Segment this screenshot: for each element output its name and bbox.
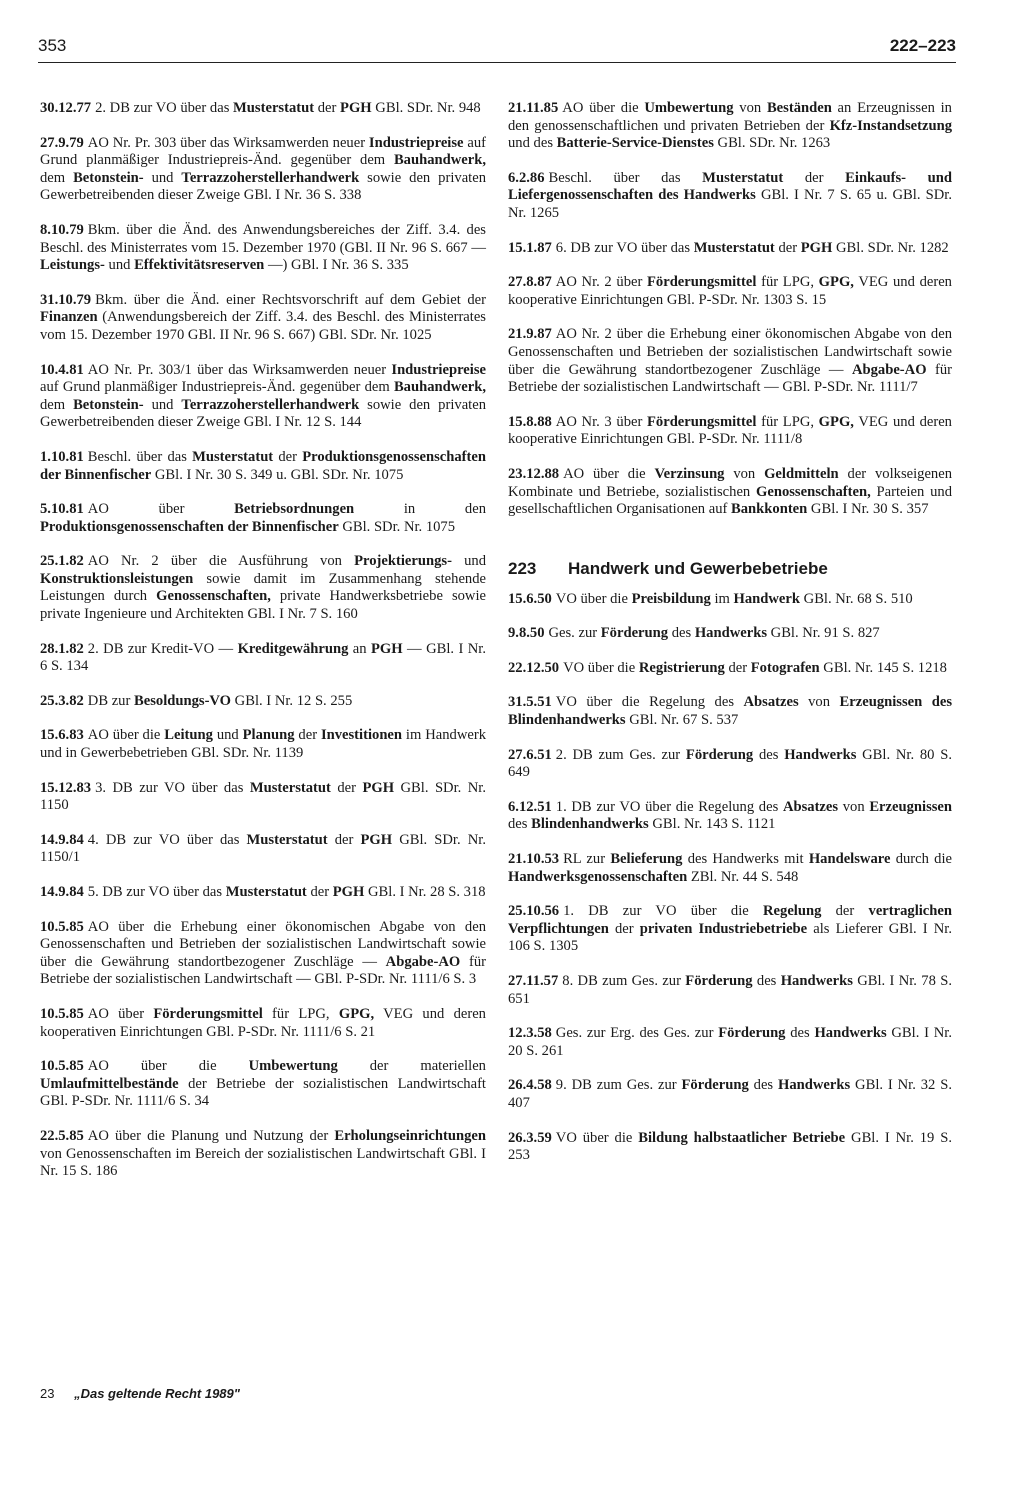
register-entry bbox=[40, 1128, 486, 1181]
entry-keyword: Kfz-Instandsetzung bbox=[829, 117, 952, 134]
entry-keyword: Bankkonten bbox=[731, 501, 808, 518]
entry-keyword: PGH bbox=[362, 779, 395, 796]
entry-keyword: Preisbildung bbox=[631, 590, 711, 607]
entry-text: — GBl. I Nr. 6 S. 134 bbox=[40, 640, 486, 675]
register-entry bbox=[40, 135, 486, 205]
entry-text: sowie damit im Zusammenhang stehende Leistungen durch bbox=[40, 570, 486, 605]
entry-text: private Handwerksbetriebe sowie private Ingenieure und Architekten GBl. I Nr. 7 S. 160 bbox=[40, 588, 486, 623]
register-entry bbox=[40, 727, 486, 762]
entry-keyword: Beständen bbox=[766, 100, 832, 116]
entry-text: für Betriebe der sozialistischen Landwirtschaft — GBl. P-SDr. Nr. 1111/6 S. 3 bbox=[40, 953, 486, 988]
entry-text: der materiellen bbox=[337, 1058, 486, 1075]
entry-text: GBl. SDr. Nr. 1075 bbox=[338, 518, 456, 535]
entry-text: der bbox=[774, 239, 801, 256]
entry-keyword: Effektivitätsreserven bbox=[134, 257, 265, 274]
entry-text: von Genossenschaften im Bereich der sozialistischen Landwirtschaft GBl. I Nr. 15 S. 186 bbox=[40, 1145, 486, 1180]
entry-text: GBl. I Nr. 32 S. 407 bbox=[508, 1077, 952, 1111]
entry-date: 15.1.87 bbox=[508, 239, 552, 256]
entry-text: AO über die bbox=[563, 465, 655, 482]
entry-keyword: Industriepreise bbox=[368, 134, 464, 151]
register-entry bbox=[40, 553, 486, 623]
entry-keyword: Verzinsung bbox=[654, 465, 725, 482]
entry-text: GBl. I Nr. 7 S. 65 u. GBl. SDr. Nr. 1265 bbox=[508, 187, 952, 221]
entry-keyword: Genossenschaften, bbox=[156, 588, 271, 605]
entry-list-left bbox=[40, 100, 486, 1181]
entry-text: DB zur bbox=[87, 692, 134, 709]
entry-keyword: Handelsware bbox=[808, 851, 891, 868]
entry-keyword: Musterstatut bbox=[702, 169, 784, 186]
entry-keyword: Belieferung bbox=[610, 851, 683, 868]
entry-keyword: Genossenschaften, bbox=[756, 483, 871, 500]
entry-text: für Betriebe der sozialistischen Landwirtschaft — GBl. P-SDr. Nr. 1111/7 bbox=[508, 361, 952, 396]
entry-keyword: Erzeugnissen bbox=[869, 798, 953, 815]
entry-text: der bbox=[608, 920, 640, 937]
entry-date: 10.5.85 bbox=[40, 1058, 84, 1075]
register-entry bbox=[508, 326, 952, 396]
entry-text: an bbox=[348, 640, 371, 657]
entry-keyword: Handwerks bbox=[784, 746, 857, 763]
entry-text: AO Nr. Pr. 303/1 über das Wirksamwerden neuer bbox=[87, 361, 392, 378]
entry-text: Ges. zur Erg. des Ges. zur bbox=[555, 1025, 719, 1042]
entry-keyword: Förderung bbox=[600, 625, 669, 642]
entry-text: AO über die Planung und Nutzung der bbox=[87, 1127, 335, 1144]
entry-date: 8.10.79 bbox=[40, 221, 84, 238]
entry-keyword: Geldmitteln bbox=[764, 465, 839, 482]
entry-keyword: Terrazzoherstellerhandwerk bbox=[181, 169, 360, 186]
entry-text: GBl. I Nr. 12 S. 255 bbox=[231, 692, 353, 709]
entry-text: GBl. I Nr. 20 S. 261 bbox=[508, 1025, 952, 1059]
register-entry bbox=[40, 449, 486, 484]
entry-text: auf Grund planmäßiger Industriepreis-Änd. gegenüber dem bbox=[40, 379, 394, 396]
entry-text: Beschl. über das bbox=[548, 169, 703, 186]
entry-keyword: Finanzen bbox=[40, 309, 98, 326]
entry-text: GBl. I Nr. 30 S. 357 bbox=[807, 501, 929, 518]
entry-text: (Anwendungsbereich der Ziff. 3.4. des Beschl. des Ministerrates vom 15. Dezember 1970 GBl. II Nr. 96 S. 667) GBl. SDr. Nr. 1025 bbox=[40, 309, 486, 343]
entry-text: in den bbox=[354, 501, 486, 518]
entry-text: 5. DB zur VO über das bbox=[87, 884, 226, 900]
entry-keyword: Batterie-Service-Dienstes bbox=[556, 135, 714, 152]
entry-keyword: Handwerk bbox=[733, 590, 800, 607]
entry-keyword: Förderung bbox=[685, 746, 754, 763]
entry-text: und bbox=[143, 169, 182, 186]
entry-keyword: Abgabe-AO bbox=[851, 361, 927, 378]
entry-text: AO Nr. 2 über bbox=[555, 274, 647, 291]
entry-keyword: Produktionsgenossenschaften der Binnenfischer bbox=[40, 518, 339, 535]
entry-text: Ges. zur bbox=[548, 625, 601, 642]
entry-keyword: GPG, bbox=[338, 1005, 375, 1022]
register-entry bbox=[508, 274, 952, 309]
entry-keyword: Abgabe-AO bbox=[385, 953, 461, 970]
entry-text: der bbox=[821, 903, 869, 920]
entry-keyword: GPG, bbox=[818, 413, 854, 430]
entry-keyword: PGH bbox=[371, 640, 403, 657]
entry-text: Parteien und gesellschaftlichen Organisationen auf bbox=[508, 483, 952, 518]
entry-keyword: privaten Industriebetriebe bbox=[639, 920, 808, 937]
entry-keyword: GPG, bbox=[818, 274, 854, 291]
entry-text: 1. DB zur VO über die Regelung des bbox=[555, 798, 783, 815]
register-entry bbox=[40, 362, 486, 432]
entry-text: für LPG, bbox=[262, 1005, 339, 1022]
register-entry bbox=[508, 694, 952, 729]
entry-text: und bbox=[212, 727, 243, 744]
header-rule bbox=[38, 62, 956, 63]
entry-date: 21.9.87 bbox=[508, 326, 552, 343]
entry-text: AO über bbox=[87, 1005, 154, 1022]
entry-date: 25.3.82 bbox=[40, 692, 84, 709]
right-column bbox=[508, 100, 952, 1182]
entry-date: 15.12.83 bbox=[40, 779, 92, 796]
entry-keyword: Umlaufmittelbestände bbox=[40, 1075, 179, 1092]
entry-text: als Lieferer GBl. I Nr. 106 S. 1305 bbox=[508, 920, 953, 955]
entry-date: 15.6.83 bbox=[40, 727, 84, 744]
entry-date: 12.3.58 bbox=[508, 1025, 552, 1042]
entry-keyword: Regelung bbox=[763, 903, 822, 920]
entry-text: 2. DB zur VO über das bbox=[95, 100, 234, 116]
entry-text: der Betriebe der sozialistischen Landwirtschaft GBl. P-SDr. Nr. 1111/6 S. 34 bbox=[40, 1075, 486, 1110]
entry-keyword: Konstruktionsleistungen bbox=[40, 570, 194, 587]
register-entry bbox=[40, 100, 486, 118]
entry-text: GBl. I Nr. 78 S. 651 bbox=[508, 973, 952, 1007]
entry-text: GBl. SDr. Nr. 1282 bbox=[832, 239, 949, 256]
page-number: 353 bbox=[38, 36, 67, 55]
entry-list-right-bottom bbox=[508, 591, 952, 1165]
entry-text: —) GBl. I Nr. 36 S. 335 bbox=[264, 257, 409, 274]
entry-keyword: Besoldungs-VO bbox=[134, 692, 232, 709]
entry-text: der bbox=[273, 448, 303, 465]
entry-date: 26.3.59 bbox=[508, 1129, 552, 1146]
entry-text: GBl. Nr. 145 S. 1218 bbox=[819, 659, 947, 676]
entry-date: 26.4.58 bbox=[508, 1077, 552, 1094]
entry-text: des Handwerks mit bbox=[682, 851, 809, 868]
register-entry bbox=[508, 591, 952, 609]
entry-keyword: Bauhandwerk, bbox=[393, 379, 486, 396]
entry-text: sowie den privaten Gewerbetreibenden dieser Zweige GBl. I Nr. 36 S. 338 bbox=[40, 169, 486, 204]
entry-keyword: Leitung bbox=[164, 727, 213, 744]
entry-keyword: Musterstatut bbox=[225, 884, 307, 900]
entry-keyword: Terrazzoherstellerhandwerk bbox=[181, 396, 360, 413]
entry-keyword: Förderungsmittel bbox=[153, 1005, 263, 1022]
entry-keyword: Planung bbox=[242, 727, 295, 744]
register-entry bbox=[508, 799, 952, 834]
entry-date: 21.10.53 bbox=[508, 851, 560, 868]
entry-keyword: Industriepreise bbox=[391, 361, 486, 378]
register-entry bbox=[40, 1058, 486, 1111]
entry-date: 5.10.81 bbox=[40, 501, 84, 518]
entry-date: 27.8.87 bbox=[508, 274, 552, 291]
entry-date: 14.9.84 bbox=[40, 884, 84, 900]
entry-keyword: Musterstatut bbox=[192, 448, 274, 465]
entry-text: des bbox=[748, 1077, 778, 1094]
entry-text: ZBl. Nr. 44 S. 548 bbox=[687, 868, 799, 885]
entry-keyword: Förderung bbox=[685, 973, 753, 989]
entry-keyword: Handwerks bbox=[814, 1025, 887, 1042]
entry-keyword: Bildung halbstaatlicher Betriebe bbox=[638, 1129, 846, 1146]
entry-keyword: Blindenhandwerks bbox=[531, 816, 649, 833]
entry-text: AO Nr. 2 über die Ausführung von bbox=[87, 553, 355, 570]
register-entry bbox=[508, 414, 952, 449]
entry-date: 25.10.56 bbox=[508, 903, 560, 920]
entry-text: AO Nr. 2 über die Erhebung einer ökonomischen Abgabe von den Genossenschaften und Betrieben der sozialistischen Landwirtschaft sowie über die Gewährung standortbezogener Zuschläge — bbox=[508, 326, 952, 378]
register-entry bbox=[40, 292, 486, 345]
entry-keyword: Handwerks bbox=[780, 973, 853, 989]
entry-text: VO über die Regelung des bbox=[555, 694, 744, 711]
entry-date: 15.8.88 bbox=[508, 413, 552, 430]
section-title: Handwerk und Gewerbebetriebe bbox=[568, 558, 828, 578]
entry-text: sowie den privaten Gewerbetreibenden dieser Zweige GBl. I Nr. 12 S. 144 bbox=[40, 396, 486, 431]
entry-date: 15.6.50 bbox=[508, 590, 552, 607]
entry-text: AO über die bbox=[87, 727, 165, 744]
entry-text: GBl. Nr. 91 S. 827 bbox=[767, 625, 880, 642]
entry-text: VO über die bbox=[563, 659, 639, 676]
entry-text: und bbox=[143, 396, 182, 413]
entry-date: 6.2.86 bbox=[508, 169, 545, 186]
entry-text: des bbox=[668, 625, 695, 642]
entry-text: Bkm. über die Änd. einer Rechtsvorschrift auf dem Gebiet der bbox=[95, 291, 486, 308]
entry-date: 25.1.82 bbox=[40, 553, 84, 570]
register-entry bbox=[508, 240, 952, 258]
page-footer bbox=[40, 1386, 240, 1401]
entry-text: der volkseigenen Kombinate und Betriebe, sozialistischen bbox=[508, 465, 953, 500]
entry-keyword: Handwerks bbox=[694, 625, 767, 642]
entry-text: der bbox=[314, 100, 341, 116]
register-entry bbox=[40, 641, 486, 676]
entry-text: 9. DB zum Ges. zur bbox=[555, 1077, 682, 1094]
entry-text: im Handwerk und in Gewerbebetrieben GBl. SDr. Nr. 1139 bbox=[40, 727, 486, 762]
entry-keyword: Umbewertung bbox=[248, 1058, 338, 1075]
entry-date: 28.1.82 bbox=[40, 640, 84, 657]
register-entry bbox=[40, 693, 486, 711]
entry-keyword: Investitionen bbox=[320, 727, 403, 744]
entry-text: 2. DB zur Kredit-VO — bbox=[87, 640, 238, 657]
register-entry bbox=[508, 903, 952, 956]
entry-text: von bbox=[733, 100, 767, 116]
entry-text: AO Nr. Pr. 303 über das Wirksamwerden neuer bbox=[87, 134, 369, 151]
entry-text: AO Nr. 3 über bbox=[555, 413, 647, 430]
entry-text: dem bbox=[40, 396, 74, 413]
entry-text: VO über die bbox=[555, 1129, 639, 1146]
footer-title: „Das geltende Recht 1989" bbox=[74, 1386, 240, 1401]
entry-text: 3. DB zur VO über das bbox=[95, 779, 250, 796]
entry-text: des bbox=[508, 816, 532, 833]
section-heading bbox=[508, 559, 952, 579]
register-entry bbox=[508, 1077, 952, 1112]
entry-keyword: Betriebsordnungen bbox=[234, 501, 355, 518]
entry-keyword: Einkaufs- und Liefergenossenschaften des Handwerks bbox=[508, 169, 952, 204]
entry-date: 14.9.84 bbox=[40, 831, 84, 848]
entry-text: der bbox=[724, 659, 751, 676]
register-entry bbox=[508, 625, 952, 643]
entry-text: von bbox=[798, 694, 840, 711]
register-entry bbox=[40, 919, 486, 989]
register-entry bbox=[40, 780, 486, 815]
entry-text: und bbox=[104, 257, 135, 274]
entry-keyword: Leistungs- bbox=[40, 257, 105, 274]
entry-keyword: Handwerks bbox=[778, 1077, 851, 1094]
entry-text: Beschl. über das bbox=[87, 448, 193, 465]
entry-text: RL zur bbox=[563, 851, 611, 868]
register-entry bbox=[508, 1025, 952, 1060]
register-entry bbox=[508, 100, 952, 153]
entry-keyword: PGH bbox=[360, 831, 393, 848]
page-header bbox=[38, 32, 956, 62]
entry-text: AO über bbox=[87, 501, 235, 518]
entry-text: 6. DB zur VO über das bbox=[555, 239, 694, 256]
entry-text: GBl. I Nr. 30 S. 349 u. GBl. SDr. Nr. 1075 bbox=[151, 466, 404, 483]
entry-text: von bbox=[838, 798, 870, 815]
entry-text: und bbox=[451, 553, 486, 570]
entry-text: im bbox=[710, 590, 734, 607]
entry-text: der bbox=[783, 169, 846, 186]
entry-date: 22.5.85 bbox=[40, 1127, 84, 1144]
entry-text: dem bbox=[40, 169, 74, 186]
entry-date: 22.12.50 bbox=[508, 659, 560, 676]
entry-text: VEG und deren kooperative Einrichtungen GBl. P-SDr. Nr. 1303 S. 15 bbox=[508, 274, 952, 308]
entry-text: durch die bbox=[890, 851, 952, 868]
entry-keyword: Erholungseinrichtungen bbox=[334, 1127, 486, 1144]
entry-date: 6.12.51 bbox=[508, 798, 552, 815]
entry-text: des bbox=[752, 973, 781, 989]
entry-date: 23.12.88 bbox=[508, 465, 560, 482]
entry-text: der bbox=[327, 831, 361, 848]
entry-keyword: Produktionsgenossenschaften der Binnenfischer bbox=[40, 448, 486, 483]
entry-text: GBl. I Nr. 19 S. 253 bbox=[508, 1129, 952, 1164]
entry-date: 9.8.50 bbox=[508, 625, 545, 642]
entry-keyword: Fotografen bbox=[750, 659, 820, 676]
entry-keyword: PGH bbox=[332, 884, 365, 900]
entry-keyword: Musterstatut bbox=[249, 779, 331, 796]
left-column bbox=[40, 100, 486, 1198]
entry-keyword: Musterstatut bbox=[246, 831, 328, 848]
entry-date: 27.6.51 bbox=[508, 746, 552, 763]
entry-text: 8. DB zum Ges. zur bbox=[562, 973, 686, 989]
entry-text: GBl. Nr. 67 S. 537 bbox=[625, 712, 739, 729]
entry-text: an Erzeugnissen in den genossenschaftlichen und privaten Betrieben der bbox=[508, 100, 952, 134]
register-entry bbox=[40, 832, 486, 867]
entry-text: GBl. I Nr. 28 S. 318 bbox=[364, 884, 486, 900]
entry-text: der bbox=[294, 727, 321, 744]
entry-keyword: Betonstein- bbox=[73, 169, 144, 186]
entry-text: Bkm. über die Änd. des Anwendungsbereiches der Ziff. 3.4. des Beschl. des Ministerrates vom 15. Dezember 1970 (GBl. II Nr. 96 S. 667 — bbox=[40, 221, 486, 256]
entry-keyword: Projektierungs- bbox=[354, 553, 452, 570]
register-entry bbox=[40, 501, 486, 536]
entry-text: 2. DB zum Ges. zur bbox=[555, 746, 686, 763]
entry-text: des bbox=[753, 746, 785, 763]
entry-keyword: Absatzes bbox=[782, 798, 839, 815]
entry-text: der bbox=[306, 884, 333, 900]
register-entry bbox=[40, 1006, 486, 1041]
entry-text: GBl. SDr. Nr. 1150/1 bbox=[40, 831, 486, 866]
entry-list-right-top bbox=[508, 100, 952, 519]
entry-keyword: Umbewertung bbox=[644, 100, 734, 116]
entry-keyword: Förderung bbox=[718, 1025, 786, 1042]
entry-keyword: Absatzes bbox=[743, 694, 799, 711]
register-entry bbox=[508, 973, 952, 1008]
entry-text: und des bbox=[508, 135, 557, 152]
entry-date: 10.5.85 bbox=[40, 918, 84, 935]
entry-text: GBl. Nr. 143 S. 1121 bbox=[648, 816, 776, 833]
entry-keyword: Kreditgewährung bbox=[237, 640, 349, 657]
section-range: 222–223 bbox=[889, 36, 956, 55]
entry-keyword: vertraglichen Verpflichtungen bbox=[508, 903, 952, 937]
register-entry bbox=[508, 466, 952, 519]
entry-text: VO über die bbox=[555, 590, 632, 607]
entry-text: von bbox=[724, 465, 765, 482]
entry-keyword: PGH bbox=[800, 239, 833, 256]
entry-text: 1. DB zur VO über die bbox=[563, 903, 763, 920]
entry-text: des bbox=[785, 1025, 815, 1042]
entry-keyword: Förderungsmittel bbox=[647, 274, 757, 291]
register-entry bbox=[508, 1130, 952, 1165]
register-entry bbox=[508, 660, 952, 678]
entry-text: AO über die bbox=[87, 1058, 249, 1075]
section-number: 223 bbox=[508, 558, 537, 578]
register-entry bbox=[508, 170, 952, 223]
entry-text: der bbox=[330, 779, 363, 796]
signature-mark: 23 bbox=[40, 1386, 55, 1401]
entry-keyword: Registrierung bbox=[638, 659, 725, 676]
entry-text: VEG und deren kooperativen Einrichtungen GBl. P-SDr. Nr. 1111/6 S. 21 bbox=[40, 1005, 486, 1040]
register-entry bbox=[508, 747, 952, 782]
entry-keyword: Musterstatut bbox=[233, 100, 315, 116]
entry-date: 10.4.81 bbox=[40, 361, 84, 378]
entry-text: 4. DB zur VO über das bbox=[87, 831, 247, 848]
entry-date: 31.10.79 bbox=[40, 291, 92, 308]
entry-date: 21.11.85 bbox=[508, 100, 559, 116]
entry-keyword: Erzeugnissen des Blindenhandwerks bbox=[508, 694, 953, 729]
entry-keyword: Musterstatut bbox=[693, 239, 775, 256]
entry-text: GBl. SDr. Nr. 1263 bbox=[713, 135, 831, 152]
entry-text: für LPG, bbox=[756, 274, 819, 291]
register-entry bbox=[40, 222, 486, 275]
entry-text: auf Grund planmäßiger Industriepreis-Änd. gegenüber dem bbox=[40, 134, 486, 169]
entry-date: 27.9.79 bbox=[40, 134, 84, 151]
entry-text: AO über die bbox=[562, 100, 645, 116]
entry-text: GBl. SDr. Nr. 1150 bbox=[40, 779, 486, 814]
register-entry bbox=[40, 884, 486, 902]
entry-date: 31.5.51 bbox=[508, 694, 552, 711]
entry-keyword: Betonstein- bbox=[73, 396, 144, 413]
entry-text: GBl. Nr. 68 S. 510 bbox=[800, 590, 913, 607]
register-entry bbox=[508, 851, 952, 886]
entry-text: VEG und deren kooperative Einrichtungen GBl. P-SDr. Nr. 1111/8 bbox=[508, 413, 952, 448]
entry-date: 27.11.57 bbox=[508, 973, 559, 989]
entry-keyword: Förderung bbox=[681, 1077, 749, 1094]
entry-text: AO über die Erhebung einer ökonomischen Abgabe von den Genossenschaften und Betrieben der sozialistischen Landwirtschaft sowie über die Gewährung standortbezogener Zuschläge — bbox=[40, 918, 486, 970]
entry-text: GBl. SDr. Nr. 948 bbox=[371, 100, 481, 116]
entry-keyword: Bauhandwerk, bbox=[393, 152, 486, 169]
entry-text: GBl. Nr. 80 S. 649 bbox=[508, 746, 952, 781]
entry-date: 30.12.77 bbox=[40, 100, 92, 116]
entry-keyword: PGH bbox=[340, 100, 372, 116]
entry-keyword: Handwerksgenossenschaften bbox=[508, 868, 688, 885]
entry-keyword: Förderungsmittel bbox=[647, 413, 757, 430]
entry-date: 1.10.81 bbox=[40, 448, 84, 465]
entry-date: 10.5.85 bbox=[40, 1005, 84, 1022]
entry-text: für LPG, bbox=[756, 413, 819, 430]
